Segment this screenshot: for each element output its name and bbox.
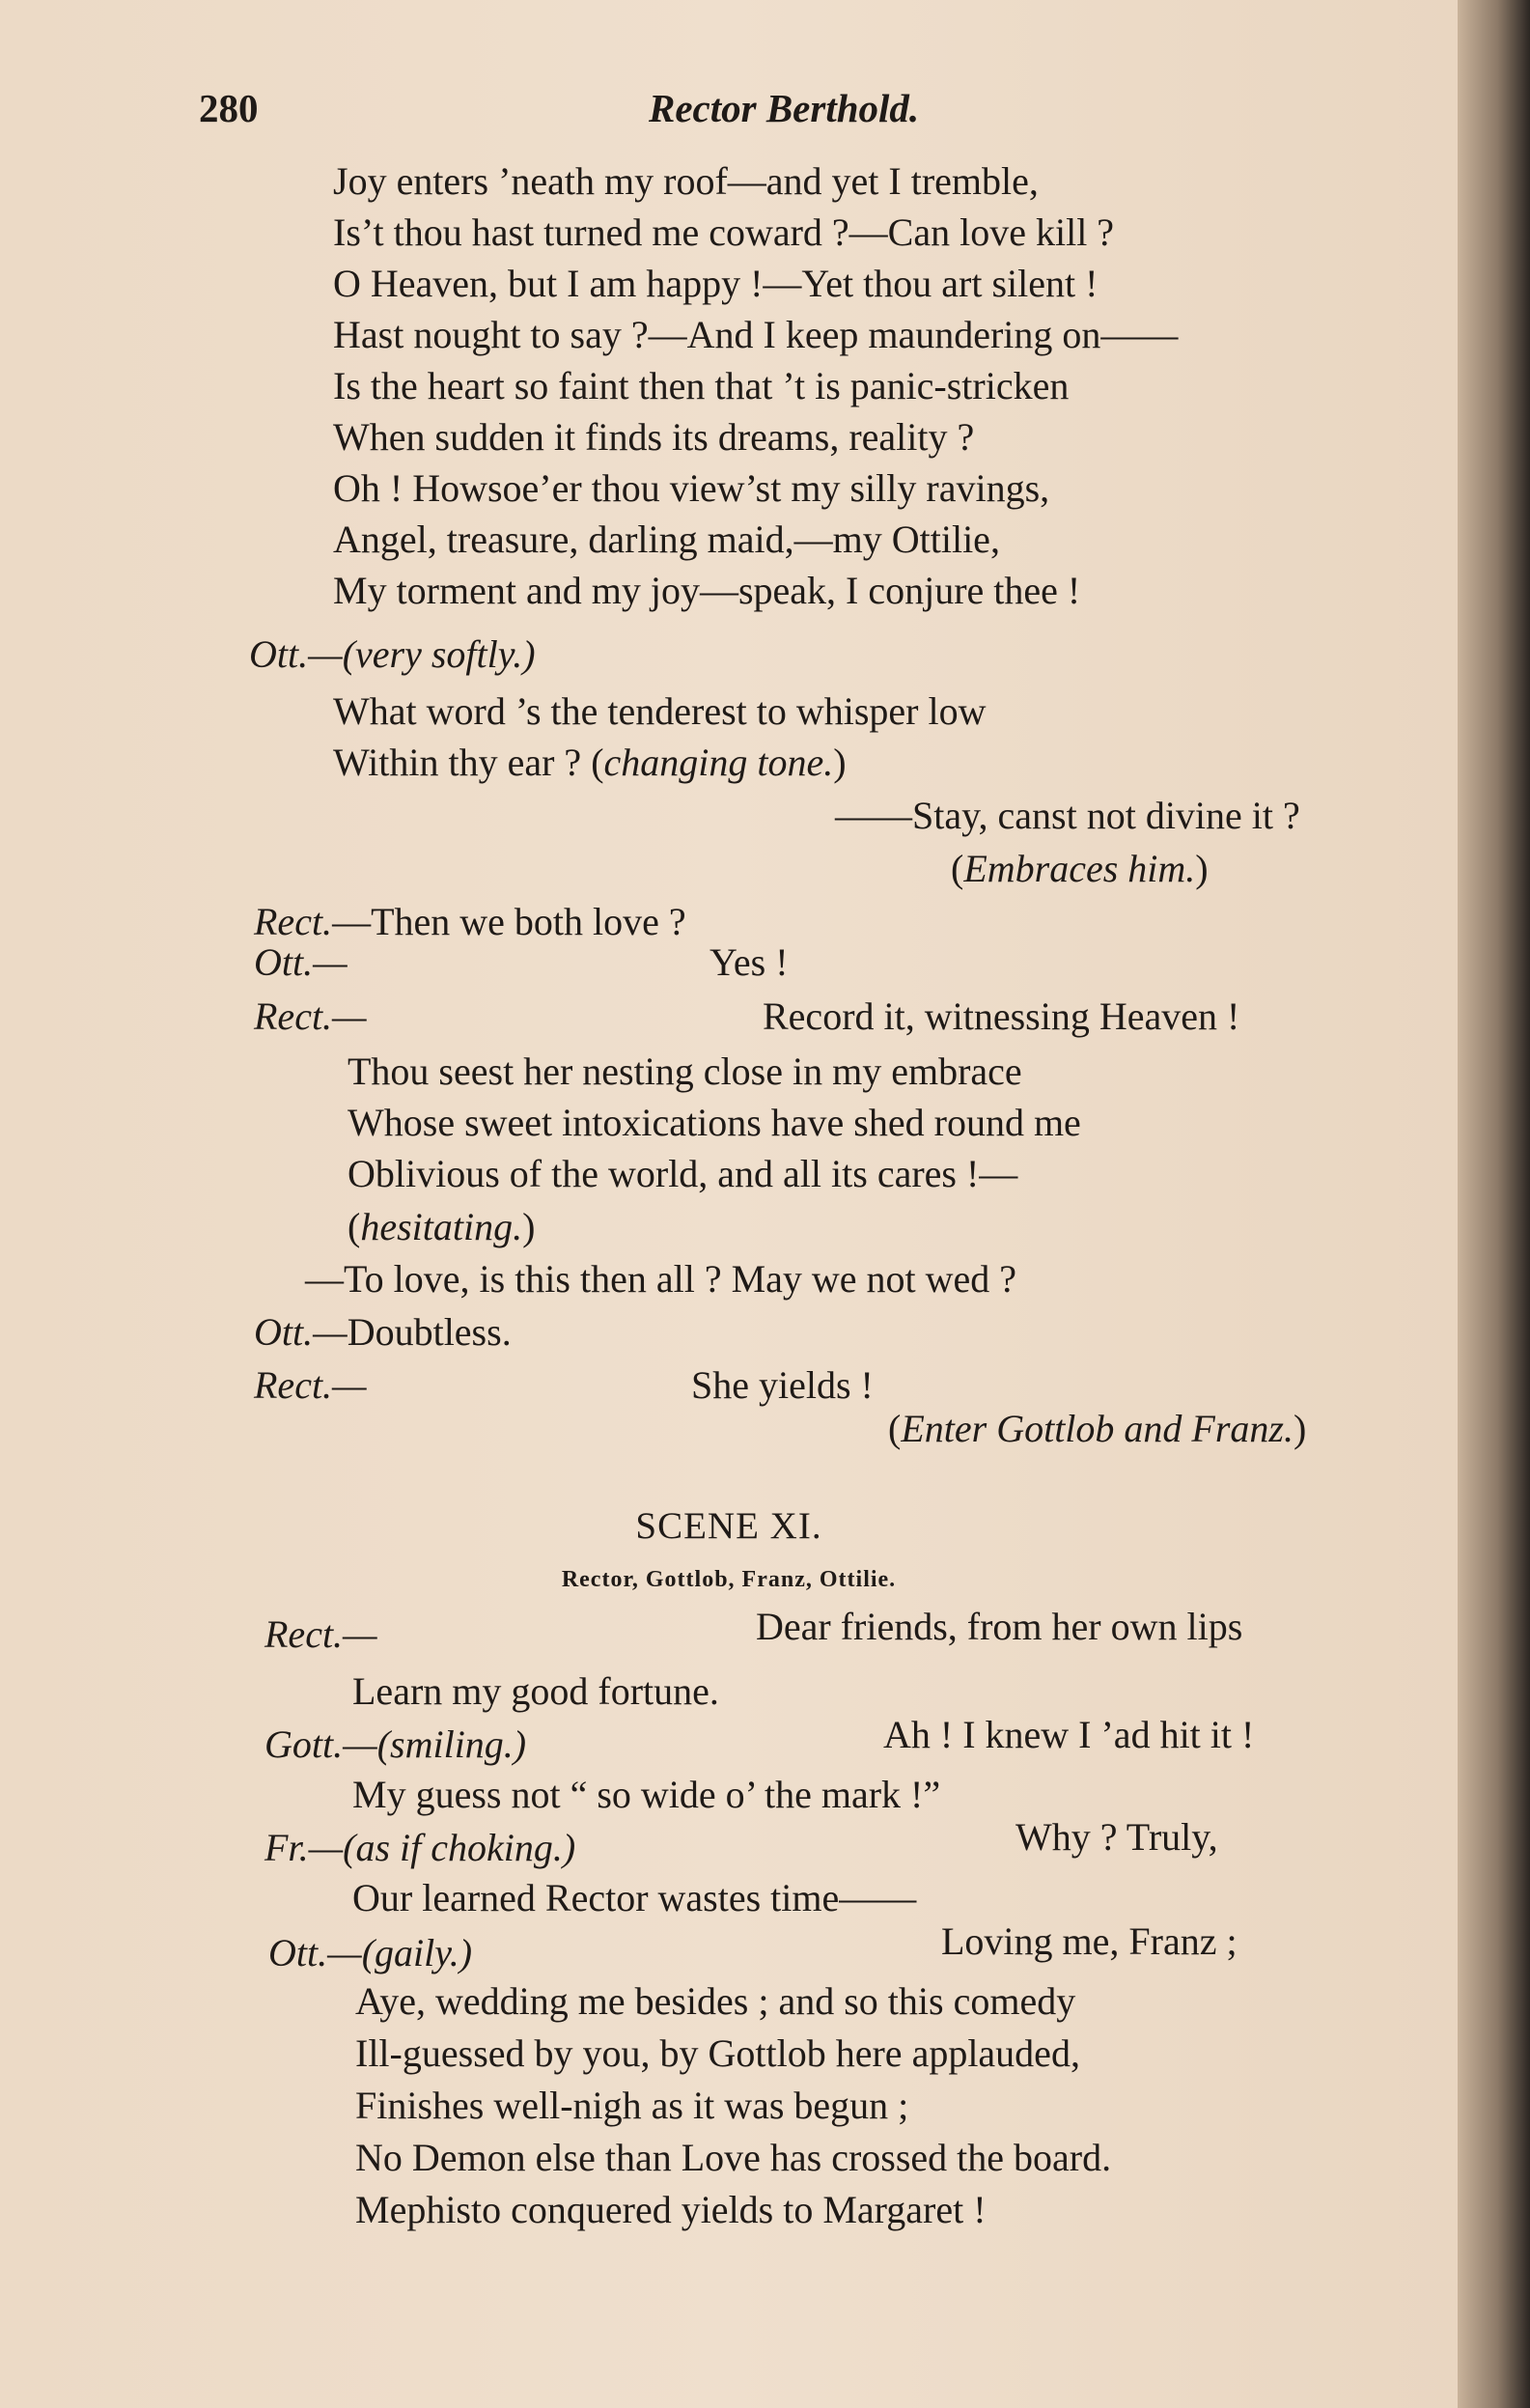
stage-direction-line: (Enter Gottlob and Franz.): [888, 1407, 1307, 1450]
verse-line: Thou seest her nesting close in my embrace: [348, 1050, 1022, 1093]
speaker-name: Rect.: [254, 900, 333, 943]
scene-heading: SCENE XI.: [635, 1505, 822, 1547]
speaker-name: Gott.—: [264, 1722, 377, 1766]
verse-line: Whose sweet intoxications have shed round me: [348, 1101, 1081, 1144]
verse-line: Dear friends, from her own lips: [756, 1605, 1243, 1648]
verse-line: ——Stay, canst not divine it ?: [835, 794, 1300, 837]
verse-line: —To love, is this then all ? May we not wed ?: [305, 1257, 1017, 1301]
book-spine-edge: [1458, 0, 1530, 2408]
speaker-name: Ott.—: [249, 632, 343, 676]
verse-line: Angel, treasure, darling maid,—my Ottilie,: [333, 518, 1000, 561]
verse-line: Loving me, Franz ;: [941, 1919, 1238, 1963]
speaker-line: Ott.—Doubtless.: [254, 1310, 512, 1354]
verse-line: Record it, witnessing Heaven !: [763, 994, 1240, 1038]
stage-direction: (gaily.): [361, 1931, 473, 1974]
verse-line: Ah ! I knew I ’ad hit it !: [883, 1713, 1255, 1756]
verse-line: When sudden it finds its dreams, reality ?: [333, 415, 975, 459]
verse-line: Yes !: [709, 940, 789, 984]
speaker-name: Rect.—: [254, 994, 367, 1038]
stage-direction-line: (Embraces him.): [951, 847, 1209, 890]
scene-cast: Rector, Gottlob, Franz, Ottilie.: [561, 1567, 897, 1592]
speaker-line: [264, 1824, 575, 1872]
verse-line: O Heaven, but I am happy !—Yet thou art silent !: [333, 262, 1099, 305]
speaker-line: [264, 1721, 526, 1769]
stage-direction: (very softly.): [342, 632, 536, 676]
verse-line: My torment and my joy—speak, I conjure thee !: [333, 569, 1081, 612]
verse-line: My guess not “ so wide o’ the mark !”: [352, 1773, 941, 1816]
page-number: 280: [199, 86, 259, 130]
verse-line: Joy enters ’neath my roof—and yet I tremble,: [333, 159, 1039, 203]
verse-line: Oh ! Howsoe’er thou view’st my silly ravings,: [333, 466, 1050, 510]
speaker-name: Ott.—: [268, 1931, 362, 1974]
page-header: [0, 85, 1458, 133]
verse-line: She yields !: [691, 1363, 874, 1407]
verse-line: Ill-guessed by you, by Gottlob here applauded,: [355, 2031, 1080, 2075]
verse-line: Finishes well-nigh as it was begun ;: [355, 2084, 909, 2127]
running-title: Rector Berthold.: [649, 86, 920, 130]
verse-line: Is’t thou hast turned me coward ?—Can love kill ?: [333, 210, 1115, 254]
verse-line: Hast nought to say ?—And I keep maundering on——: [333, 313, 1179, 356]
stage-direction: Enter Gottlob and Franz.: [901, 1407, 1294, 1450]
speaker-line: [268, 1929, 472, 1977]
verse-line: Within thy ear ? (changing tone.): [333, 741, 847, 784]
stage-direction: hesitating.: [360, 1205, 523, 1248]
verse-line: Learn my good fortune.: [352, 1669, 719, 1713]
verse-line: Aye, wedding me besides ; and so this comedy: [355, 1979, 1076, 2023]
speaker-line: [249, 630, 536, 679]
verse-line: Oblivious of the world, and all its cares !—: [348, 1152, 1018, 1195]
verse-line: Is the heart so faint then that ’t is panic-stricken: [333, 364, 1070, 407]
verse-line: Why ? Truly,: [1015, 1815, 1218, 1859]
stage-direction: changing tone.: [603, 741, 834, 784]
stage-direction: (smiling.): [376, 1722, 527, 1766]
speaker-name: Rect.—: [264, 1612, 377, 1656]
verse-line: Our learned Rector wastes time——: [352, 1876, 917, 1919]
verse-line: Mephisto conquered yields to Margaret !: [355, 2188, 987, 2231]
stage-direction-line: (hesitating.): [348, 1205, 536, 1248]
stage-direction: Embraces him.: [963, 847, 1196, 890]
speaker-line: Rect.—Then we both love ?: [254, 900, 686, 943]
verse-line: What word ’s the tenderest to whisper low: [333, 689, 987, 733]
speaker-name: Ott.—: [254, 1310, 348, 1354]
verse-line: No Demon else than Love has crossed the board.: [355, 2136, 1112, 2179]
speaker-name: Ott.—: [254, 940, 348, 984]
speaker-name: Fr.—: [264, 1826, 344, 1869]
stage-direction: (as if choking.): [343, 1826, 576, 1869]
speaker-name: Rect.—: [254, 1363, 367, 1407]
